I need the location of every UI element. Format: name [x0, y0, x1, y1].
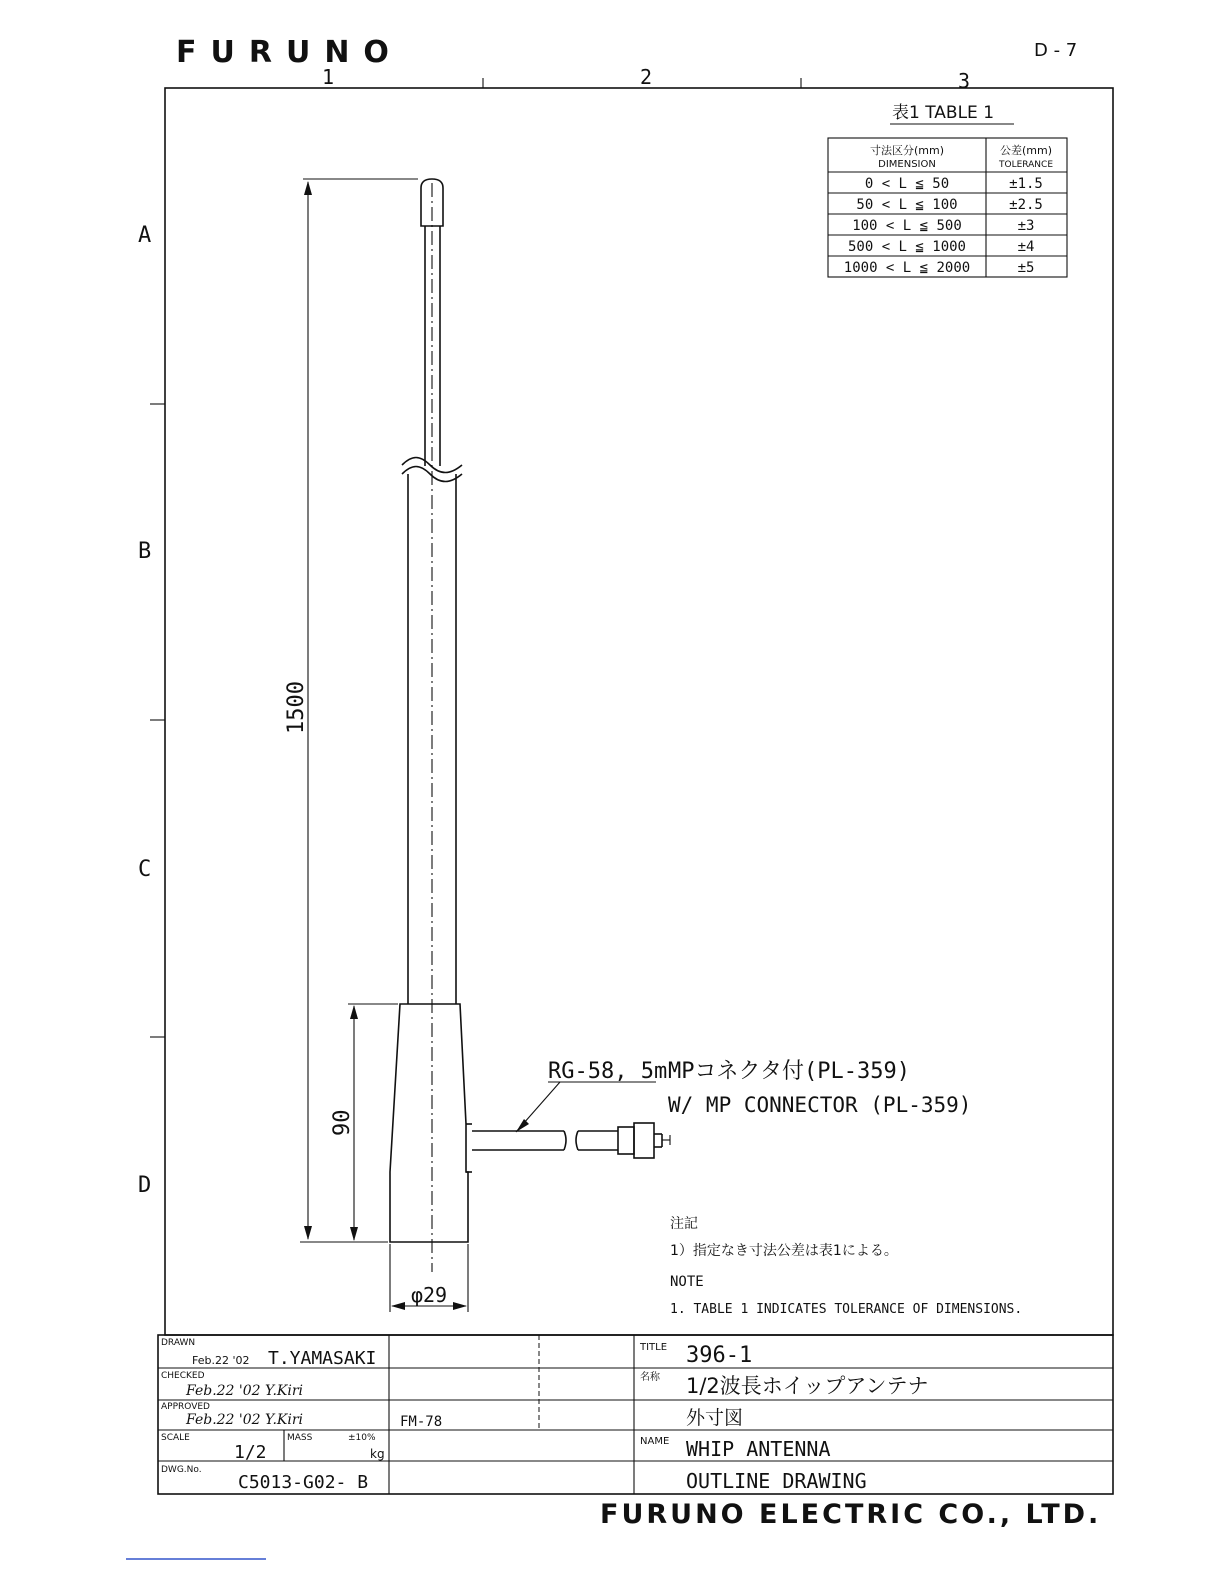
mass-label: MASS [287, 1433, 313, 1443]
cable-spec: RG-58, 5m [548, 1059, 668, 1084]
table-col1-header-jp: 寸法区分(mm) [869, 144, 945, 157]
table-cell-tol: ±3 [1017, 218, 1035, 234]
table-cell-range: 500 < L ≦ 1000 [847, 239, 967, 255]
zone-row-c: C [138, 857, 152, 882]
name-jp-line-2: 外寸図 [686, 1407, 744, 1429]
notes-body-en: 1. TABLE 1 INDICATES TOLERANCE OF DIMENSIONS. [670, 1302, 1023, 1317]
table-cell-tol: ±4 [1017, 239, 1035, 255]
connector-spec-en: W/ MP CONNECTOR (PL-359) [668, 1093, 972, 1117]
approved-label: APPROVED [161, 1402, 210, 1412]
drawn-label: DRAWN [161, 1338, 196, 1348]
title-label: TITLE [640, 1342, 668, 1353]
furuno-logo: FURUNO [176, 35, 403, 70]
table-cell-tol: ±2.5 [1009, 197, 1043, 213]
notes-heading-en: NOTE [670, 1274, 704, 1290]
table-col2-header-jp: 公差(mm) [999, 144, 1053, 157]
table-cell-range: 50 < L ≦ 100 [856, 197, 958, 213]
name-label: NAME [640, 1436, 670, 1447]
overall-length-label: 1500 [284, 681, 309, 734]
connector-spec-jp: MPコネクタ付(PL-359) [668, 1059, 911, 1084]
table-cell-tol: ±1.5 [1009, 176, 1043, 192]
drawn-date: Feb.22 '02 [192, 1354, 250, 1367]
company-name: FURUNO ELECTRIC CO., LTD. [600, 1499, 1102, 1530]
zone-row-a: A [138, 223, 152, 248]
base-diameter-label: φ29 [410, 1283, 448, 1307]
table-cell-range: 100 < L ≦ 500 [852, 218, 962, 234]
table-col1-header-en: DIMENSION [878, 159, 936, 170]
scale-label: SCALE [161, 1433, 190, 1443]
name-jp-line-1: 1/2波長ホイップアンテナ [686, 1374, 929, 1398]
name-en-line-1: WHIP ANTENNA [686, 1437, 831, 1461]
zone-row-b: B [138, 539, 152, 564]
table-title: 表1 TABLE 1 [892, 103, 995, 123]
zone-col-3: 3 [958, 69, 971, 93]
title-value: 396-1 [686, 1343, 753, 1368]
notes-body-jp: 1）指定なき寸法公差は表1による。 [670, 1243, 898, 1259]
table-cell-tol: ±5 [1017, 260, 1035, 276]
table-cell-range: 1000 < L ≦ 2000 [843, 260, 971, 276]
zone-row-d: D [138, 1173, 152, 1198]
base-height-label: 90 [330, 1109, 355, 1136]
mass-unit: kg [370, 1447, 385, 1461]
drawn-by: T.YAMASAKI [268, 1348, 377, 1369]
table-cell-range: 0 < L ≦ 50 [864, 176, 950, 192]
ref-code: FM-78 [400, 1414, 443, 1430]
scale-value: 1/2 [234, 1442, 267, 1463]
dwgno-label: DWG.No. [161, 1465, 202, 1475]
zone-col-1: 1 [322, 65, 335, 89]
page-code: D - 7 [1034, 40, 1078, 61]
checked-label: CHECKED [161, 1371, 205, 1381]
zone-col-2: 2 [640, 65, 653, 89]
name-en-line-2: OUTLINE DRAWING [686, 1469, 867, 1493]
notes-heading-jp: 注記 [670, 1216, 698, 1232]
approved-signature: Feb.22 '02 Y.Kiri [186, 1412, 304, 1428]
mass-tolerance: ±10% [348, 1433, 376, 1443]
checked-signature: Feb.22 '02 Y.Kiri [186, 1383, 304, 1399]
cable-leader-line [516, 1082, 656, 1132]
table-col2-header-en: TOLERANCE [998, 160, 1054, 170]
name-jp-label: 名称 [640, 1372, 660, 1383]
overall-length-dimension [300, 179, 418, 1242]
dwgno-value: C5013-G02- B [238, 1472, 369, 1493]
